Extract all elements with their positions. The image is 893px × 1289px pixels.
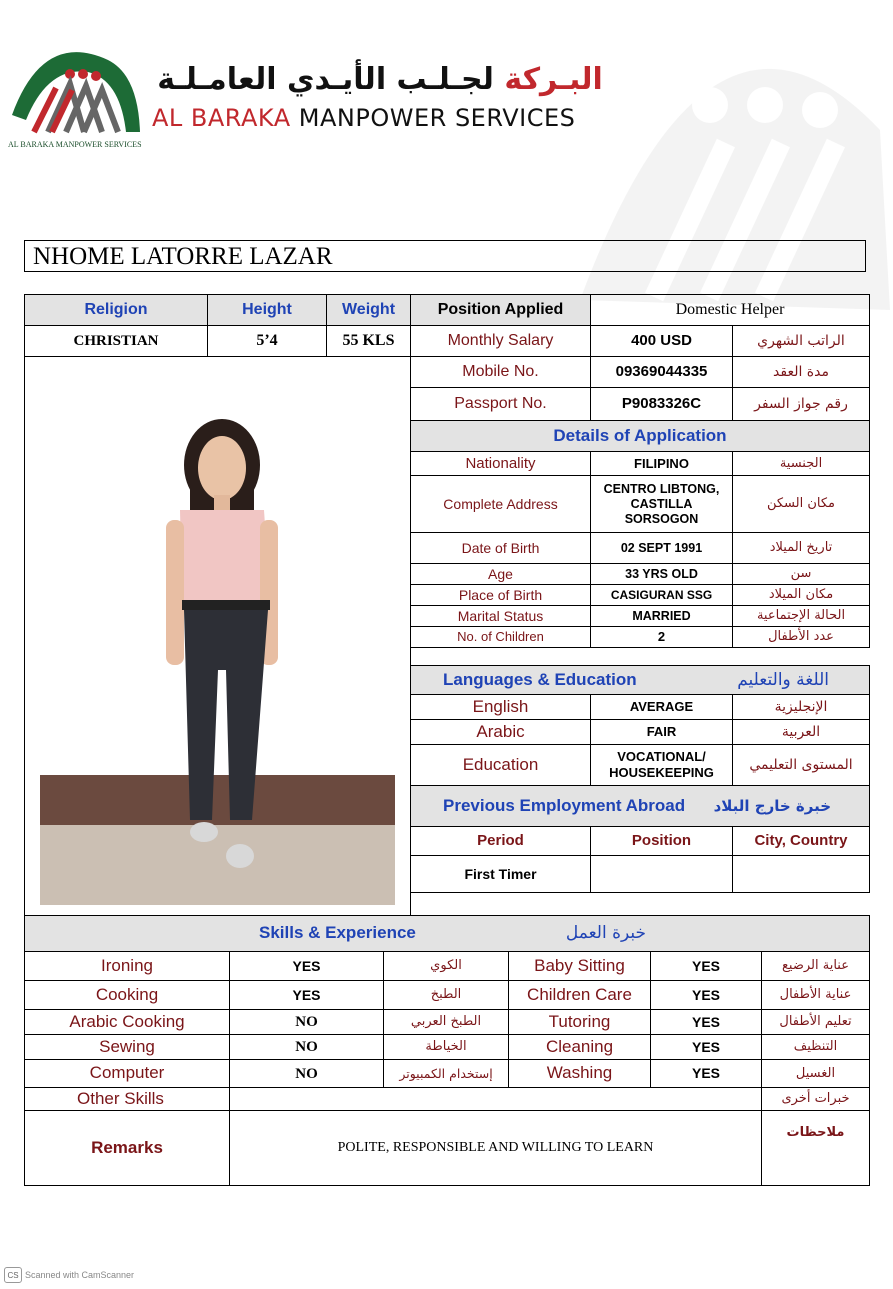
skill-value: YES <box>650 980 762 1010</box>
skill-label: Ironing <box>24 951 230 981</box>
candidate-name: NHOME LATORRE LAZAR <box>24 240 866 272</box>
skill-value: YES <box>229 980 384 1010</box>
arabic-ar: العربية <box>732 719 870 745</box>
skill-value: YES <box>229 951 384 981</box>
skills-heading-en: Skills & Experience <box>259 923 416 943</box>
monthly-salary-value: 400 USD <box>590 325 733 357</box>
employment-position-value <box>590 855 733 893</box>
remarks-ar: ملاحظات <box>761 1110 870 1186</box>
skill-label: Computer <box>24 1059 230 1088</box>
skill-ar: الخياطة <box>383 1034 509 1060</box>
camscanner-watermark <box>4 1267 134 1283</box>
languages-heading <box>410 665 870 695</box>
nationality-ar: الجنسية <box>732 451 870 476</box>
details-heading: Details of Application <box>410 420 870 452</box>
skills-heading <box>24 915 870 952</box>
monthly-salary-ar: الراتب الشهري <box>732 325 870 357</box>
weight-value: 55 KLS <box>326 325 411 357</box>
employment-col-city: City, Country <box>732 826 870 856</box>
arabic-value: FAIR <box>590 719 733 745</box>
education-ar: المستوى التعليمي <box>732 744 870 786</box>
english-ar: الإنجليزية <box>732 694 870 720</box>
religion-label: Religion <box>24 294 208 326</box>
place-of-birth-value: CASIGURAN SSG <box>590 584 733 606</box>
employment-period-value: First Timer <box>410 855 591 893</box>
logo-caption: AL BARAKA MANPOWER SERVICES <box>8 140 142 149</box>
skill-ar: الغسيل <box>761 1059 870 1088</box>
mobile-label: Mobile No. <box>410 356 591 388</box>
employment-col-position: Position <box>590 826 733 856</box>
skill-ar: عناية الرضيع <box>761 951 870 981</box>
skill-ar: عناية الأطفال <box>761 980 870 1010</box>
employment-heading-en: Previous Employment Abroad <box>443 795 686 815</box>
dob-label: Date of Birth <box>410 532 591 564</box>
marital-status-value: MARRIED <box>590 605 733 627</box>
english-company-title: AL BARAKA MANPOWER SERVICES <box>152 104 576 132</box>
other-skills-value <box>229 1087 762 1111</box>
english-value: AVERAGE <box>590 694 733 720</box>
employment-heading-ar: خبرة خارج البلاد <box>713 797 831 815</box>
place-of-birth-label: Place of Birth <box>410 584 591 606</box>
skill-label: Cooking <box>24 980 230 1010</box>
company-logo <box>8 40 148 152</box>
skill-value: YES <box>650 951 762 981</box>
skill-ar: الكوي <box>383 951 509 981</box>
skill-value: YES <box>650 1009 762 1035</box>
skill-ar: التنظيف <box>761 1034 870 1060</box>
address-value: CENTRO LIBTONG, CASTILLA SORSOGON <box>590 475 733 533</box>
age-value: 33 YRS OLD <box>590 563 733 585</box>
skill-ar: تعليم الأطفال <box>761 1009 870 1035</box>
skill-label: Sewing <box>24 1034 230 1060</box>
height-label: Height <box>207 294 327 326</box>
skill-value: YES <box>650 1034 762 1060</box>
skill-value: NO <box>229 1059 384 1088</box>
weight-label: Weight <box>326 294 411 326</box>
address-label: Complete Address <box>410 475 591 533</box>
skill-label: Children Care <box>508 980 651 1010</box>
skill-value: NO <box>229 1009 384 1035</box>
dob-ar: تاريخ الميلاد <box>732 532 870 564</box>
skills-heading-ar: خبرة العمل <box>565 923 647 944</box>
candidate-photo <box>40 370 395 905</box>
skill-label: Baby Sitting <box>508 951 651 981</box>
passport-value: P9083326C <box>590 387 733 421</box>
skill-ar: الطبخ <box>383 980 509 1010</box>
camscanner-icon: CS <box>4 1267 22 1283</box>
skill-value: YES <box>650 1059 762 1088</box>
skill-label: Arabic Cooking <box>24 1009 230 1035</box>
skill-ar: إستخدام الكمبيوتر <box>383 1059 509 1088</box>
mobile-value: 09369044335 <box>590 356 733 388</box>
age-ar: سن <box>732 563 870 585</box>
children-label: No. of Children <box>410 626 591 648</box>
age-label: Age <box>410 563 591 585</box>
arabic-label: Arabic <box>410 719 591 745</box>
marital-status-label: Marital Status <box>410 605 591 627</box>
employment-heading <box>410 785 870 827</box>
skill-label: Washing <box>508 1059 651 1088</box>
languages-heading-en: Languages & Education <box>443 669 637 689</box>
marital-status-ar: الحالة الإجتماعية <box>732 605 870 627</box>
skill-value: NO <box>229 1034 384 1060</box>
remarks-label: Remarks <box>24 1110 230 1186</box>
languages-heading-ar: اللغة والتعليم <box>737 669 829 690</box>
education-label: Education <box>410 744 591 786</box>
dob-value: 02 SEPT 1991 <box>590 532 733 564</box>
skill-label: Cleaning <box>508 1034 651 1060</box>
arabic-company-title: البـركة لجـلـب الأيـدي العامـلـة <box>157 62 603 97</box>
nationality-label: Nationality <box>410 451 591 476</box>
address-ar: مكان السكن <box>732 475 870 533</box>
remarks-value: POLITE, RESPONSIBLE AND WILLING TO LEARN <box>229 1110 762 1186</box>
children-value: 2 <box>590 626 733 648</box>
english-label: English <box>410 694 591 720</box>
camscanner-text: Scanned with CamScanner <box>25 1270 135 1280</box>
person-figure <box>40 370 395 905</box>
height-value: 5’4 <box>207 325 327 357</box>
mobile-ar: مدة العقد <box>732 356 870 388</box>
children-ar: عدد الأطفال <box>732 626 870 648</box>
employment-col-period: Period <box>410 826 591 856</box>
employment-city-value <box>732 855 870 893</box>
religion-value: CHRISTIAN <box>24 325 208 357</box>
monthly-salary-label: Monthly Salary <box>410 325 591 357</box>
position-applied-label: Position Applied <box>410 294 591 326</box>
position-applied-value: Domestic Helper <box>590 294 870 326</box>
nationality-value: FILIPINO <box>590 451 733 476</box>
skill-label: Tutoring <box>508 1009 651 1035</box>
place-of-birth-ar: مكان الميلاد <box>732 584 870 606</box>
passport-ar: رقم جواز السفر <box>732 387 870 421</box>
other-skills-label: Other Skills <box>24 1087 230 1111</box>
passport-label: Passport No. <box>410 387 591 421</box>
education-value: VOCATIONAL/ HOUSEKEEPING <box>590 744 733 786</box>
other-skills-ar: خبرات أخرى <box>761 1087 870 1111</box>
skill-ar: الطبخ العربي <box>383 1009 509 1035</box>
